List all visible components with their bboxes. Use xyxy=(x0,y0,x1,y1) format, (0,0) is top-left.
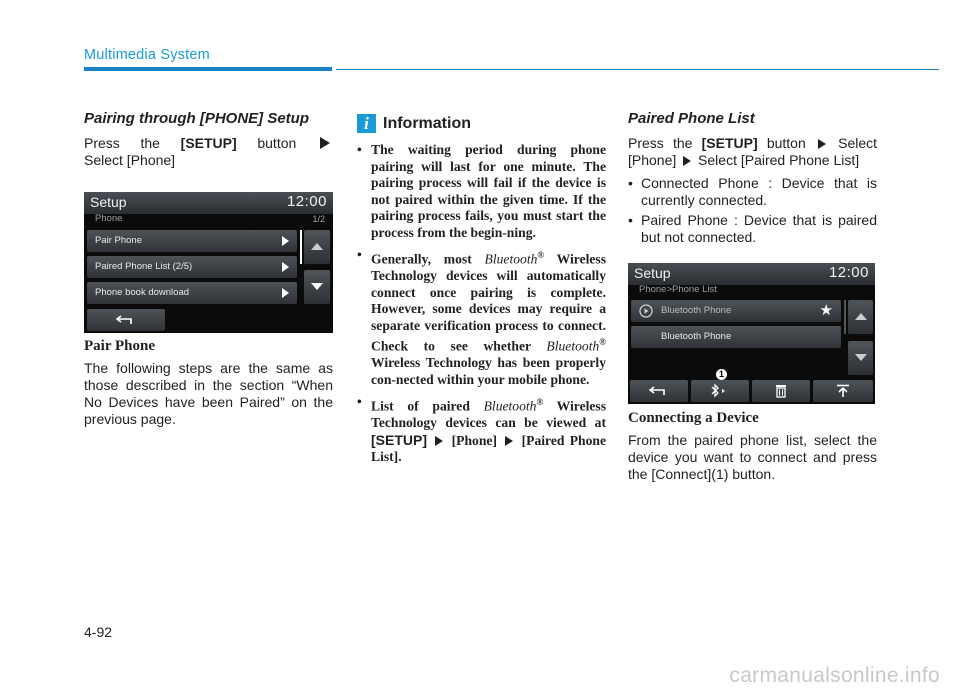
chevron-up-icon xyxy=(311,243,323,250)
chevron-down-icon xyxy=(311,283,323,290)
column-middle xyxy=(357,108,606,472)
instruction-text-right: Press the [SETUP] button Select xyxy=(628,135,878,151)
setup-phone-screen xyxy=(84,192,333,333)
instruction-select-phone: Select [Phone] xyxy=(84,152,176,168)
info-bullet-paired-list: • List of paired Bluetooth® Wireless Technology devices can be viewed at [SETUP] [Phone] [Paired Phone List]. xyxy=(357,394,606,466)
header-rule-thin xyxy=(336,69,939,71)
menu-item-phone-book-download[interactable]: Phone book download xyxy=(87,282,297,304)
section-title: Multimedia System xyxy=(84,47,210,63)
screen-title: Setup xyxy=(634,265,671,281)
chevron-up-icon xyxy=(855,313,867,320)
information-header xyxy=(357,114,606,133)
screen-subtitle: Phone>Phone List xyxy=(639,284,717,295)
arrow-right-icon xyxy=(818,139,826,149)
arrow-right-icon xyxy=(435,436,443,446)
back-arrow-icon xyxy=(116,313,136,327)
play-circle-icon xyxy=(639,304,653,318)
info-icon: i xyxy=(357,114,376,133)
pair-phone-body: The following steps are the same as those described in the section “When No Devices have been Paired” on the previous page. xyxy=(84,360,333,427)
heading-paired-phone-list: Paired Phone List xyxy=(628,110,755,127)
screen-clock: 12:00 xyxy=(286,193,327,210)
subheading-connecting-device: Connecting a Device xyxy=(628,410,759,426)
column-right xyxy=(628,108,877,249)
setup-key-label: [SETUP] xyxy=(701,135,758,151)
information-list xyxy=(357,142,606,466)
scroll-up-button[interactable] xyxy=(848,300,873,334)
instruction-select-paired: [Phone] Select [Paired Phone List] xyxy=(628,152,860,168)
arrow-right-icon xyxy=(320,137,330,149)
scroll-indicator xyxy=(844,300,846,334)
subheading-pair-phone: Pair Phone xyxy=(84,338,155,354)
screen-title-bar xyxy=(84,192,333,214)
arrow-right-icon xyxy=(505,436,513,446)
bullet-connected-phone: • Connected Phone : Device that is currently connected. xyxy=(628,175,877,209)
info-bullet-auto-connect: • Generally, most Bluetooth® Wireless Technology devices will automatically connect once pairing is complete. However, some devices may require a separate verification process to connect. Check to see whether Bluetooth® Wireless Technology has been properly con-nected within your mobile phone. xyxy=(357,247,606,388)
arrow-right-icon xyxy=(683,156,691,166)
phone-list-screen xyxy=(628,263,875,404)
move-to-top-button[interactable] xyxy=(813,380,873,402)
bullet-paired-phone: • Paired Phone : Device that is paired but not connected. xyxy=(628,212,877,246)
menu-item-paired-phone-list[interactable]: Paired Phone List (2/5) xyxy=(87,256,297,278)
page-number: 4-92 xyxy=(84,624,113,640)
back-button[interactable] xyxy=(87,309,165,331)
callout-badge: 1 xyxy=(716,369,727,380)
screen-page-indicator: 1/2 xyxy=(312,214,325,224)
screen-subtitle: Phone xyxy=(95,213,123,224)
instruction-text: Press the [SETUP] button xyxy=(84,135,333,152)
heading-pairing-setup: Pairing through [PHONE] Setup xyxy=(84,110,309,127)
watermark: carmanualsonline.info xyxy=(729,664,940,687)
column-left xyxy=(84,108,333,169)
setup-key-label: [SETUP] xyxy=(180,135,237,151)
column-left-lower xyxy=(84,338,333,428)
screen-title: Setup xyxy=(90,194,127,210)
column-right-lower xyxy=(628,410,877,483)
screen-clock: 12:00 xyxy=(828,264,869,281)
screen-title-bar xyxy=(628,263,875,285)
star-icon: ★ xyxy=(819,302,833,319)
trash-icon xyxy=(774,384,788,398)
info-bullet-waiting-period: • The waiting period during phone pairing will last for one minute. The pairing process will fail if the device is not paired within the given time. If the pairing process fails, you must start the process from the begin-ning. xyxy=(357,142,606,241)
back-arrow-icon xyxy=(649,384,669,398)
information-title: Information xyxy=(383,114,471,132)
scroll-indicator xyxy=(300,230,302,264)
phone-list-item-paired[interactable]: Bluetooth Phone xyxy=(631,326,841,348)
back-button[interactable] xyxy=(630,380,688,402)
bluetooth-connect-icon xyxy=(709,384,731,398)
header-rule-thick xyxy=(84,67,332,71)
connect-button[interactable] xyxy=(691,380,749,402)
connecting-device-body: From the paired phone list, select the device you want to connect and press the [Connect](1) button. xyxy=(628,432,877,482)
play-arrow-icon xyxy=(282,236,289,246)
play-arrow-icon xyxy=(282,262,289,272)
move-top-icon xyxy=(836,384,850,398)
delete-button[interactable] xyxy=(752,380,810,402)
scroll-down-button[interactable] xyxy=(304,270,330,304)
menu-item-pair-phone[interactable]: Pair Phone xyxy=(87,230,297,252)
scroll-down-button[interactable] xyxy=(848,341,873,375)
paired-phone-bullets xyxy=(628,175,877,246)
scroll-up-button[interactable] xyxy=(304,230,330,264)
phone-list-item-connected[interactable]: Bluetooth Phone ★ xyxy=(631,300,841,322)
play-arrow-icon xyxy=(282,288,289,298)
chevron-down-icon xyxy=(855,354,867,361)
